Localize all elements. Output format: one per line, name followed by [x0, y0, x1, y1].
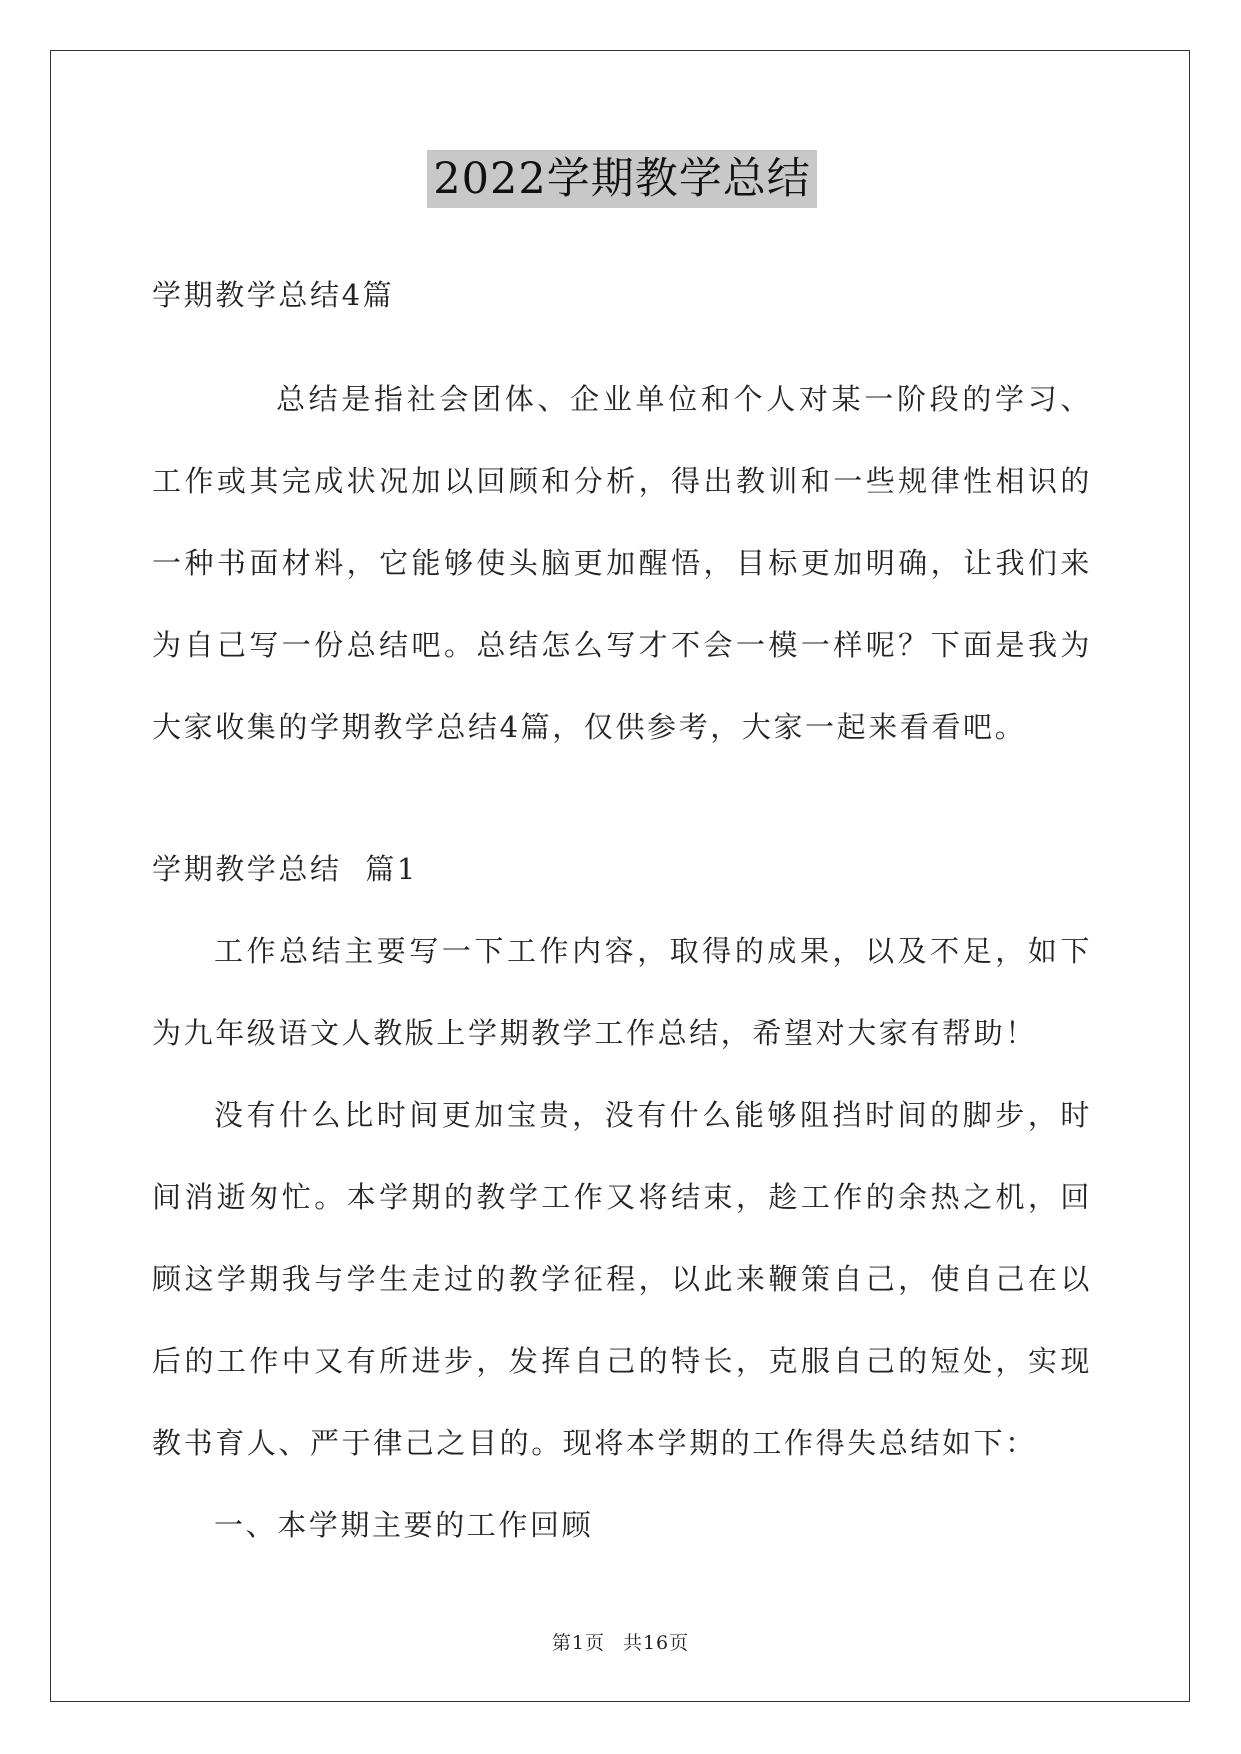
- title-container: [152, 150, 1092, 210]
- section-heading: 学期教学总结 篇1: [152, 852, 418, 886]
- document-body: [152, 150, 1092, 1566]
- section-paragraph: 工作总结主要写一下工作内容，取得的成果，以及不足，如下为九年级语文人教版上学期教学工作总结，希望对大家有帮助！: [152, 934, 1092, 1050]
- page-number: 第1页: [551, 1632, 605, 1654]
- section-paragraph: 没有什么比时间更加宝贵，没有什么能够阻挡时间的脚步，时间消逝匆忙。本学期的教学工作又将结束，趁工作的余热之机，回顾这学期我与学生走过的教学征程，以此来鞭策自己，使自己在以后的工作中又有所进步，发挥自己的特长，克服自己的短处，实现教书育人、严于律己之目的。现将本学期的工作得失总结如下：: [152, 1098, 1092, 1460]
- intro-paragraph: 总结是指社会团体、企业单位和个人对某一阶段的学习、工作或其完成状况加以回顾和分析，得出教训和一些规律性相识的一种书面材料，它能够使头脑更加醒悟，目标更加明确，让我们来为自己写一份总结吧。总结怎么写才不会一模一样呢？下面是我为大家收集的学期教学总结4篇，仅供参考，大家一起来看看吧。: [152, 382, 1092, 744]
- page-footer: [0, 1628, 1241, 1655]
- document-title: 2022学期教学总结: [427, 150, 816, 208]
- section-paragraph: 一、本学期主要的工作回顾: [214, 1508, 594, 1542]
- section-spacer: [152, 768, 1092, 828]
- document-subtitle: 学期教学总结4篇: [152, 278, 395, 312]
- page-total: 共16页: [622, 1632, 690, 1654]
